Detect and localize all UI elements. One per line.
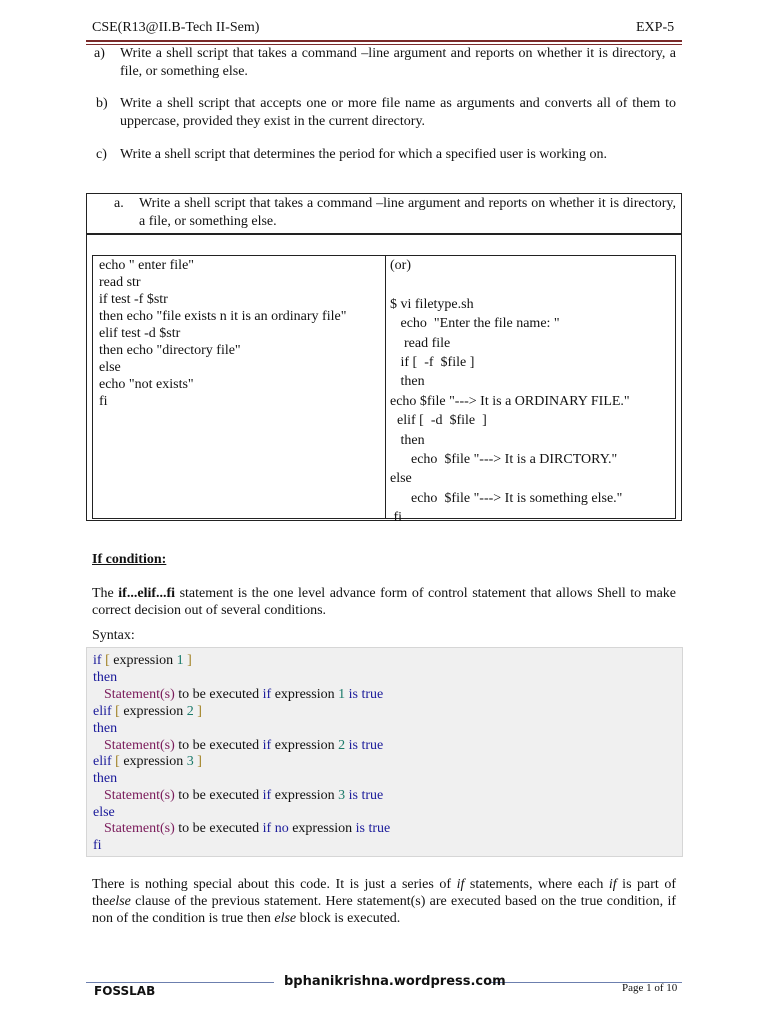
code-left: echo " enter file" read str if test -f $str then echo "file exists n it is an ordinary file" elif test -d $str then echo "directory file" else echo "not exists" fi	[99, 258, 347, 409]
question-a	[94, 45, 676, 81]
footer-site: bphanikrishna.wordpress.com	[284, 974, 506, 989]
question-text: Write a shell script that takes a command –line argument and reports on whether it is directory, a file, or something else.	[120, 46, 676, 79]
syntax-line: Statement(s) to be executed if expression 1 is true	[104, 687, 384, 702]
footer-page: Page 1 of 10	[622, 982, 678, 994]
question-label: a)	[94, 46, 105, 61]
section-heading: If condition:	[92, 552, 167, 567]
syntax-line: elif [ expression 2 ]	[93, 704, 202, 719]
syntax-line: Statement(s) to be executed if no expression is true	[104, 821, 391, 836]
code-table-divider	[385, 255, 386, 519]
question-c	[96, 146, 676, 164]
syntax-line: then	[93, 721, 118, 736]
syntax-line: Statement(s) to be executed if expression 3 is true	[104, 788, 384, 803]
question-label: c)	[96, 147, 107, 162]
footer-lab: FOSSLAB	[94, 984, 156, 998]
question-b	[96, 95, 676, 131]
syntax-line: elif [ expression 3 ]	[93, 754, 202, 769]
syntax-line: fi	[93, 838, 102, 853]
header-rule	[86, 40, 682, 42]
box-question-text: Write a shell script that takes a command –line argument and reports on whether it is directory, a file, or something else.	[139, 196, 676, 229]
syntax-line: else	[93, 805, 115, 820]
question-text: Write a shell script that accepts one or more file name as arguments and converts all of them to uppercase, provided they exist in the current directory.	[120, 96, 676, 129]
syntax-label: Syntax:	[92, 628, 135, 643]
header-experiment: EXP-5	[636, 20, 675, 35]
syntax-line: Statement(s) to be executed if expression 2 is true	[104, 738, 384, 753]
syntax-line: if [ expression 1 ]	[93, 653, 192, 668]
box-question-label: a.	[114, 196, 124, 211]
header-course: CSE(R13@II.B-Tech II-Sem)	[92, 20, 260, 35]
section-intro: The if...elif...fi statement is the one level advance form of control statement that allows Shell to make correct decision out of several conditions.	[92, 586, 677, 618]
syntax-line: then	[93, 670, 118, 685]
footer-rule	[86, 982, 274, 983]
question-label: b)	[96, 96, 108, 111]
code-right: (or) $ vi filetype.sh echo "Enter the file name: " read file if [ -f $file ] then echo $file "---> It is a ORDINARY FILE." elif [ -d $file ] then echo $file "---> It is a DIRCTORY." else echo $file "---> It is something else." fi	[390, 258, 630, 526]
question-text: Write a shell script that determines the period for which a specified user is working on.	[120, 147, 607, 162]
syntax-line: then	[93, 771, 118, 786]
box-question	[114, 195, 676, 231]
closing-paragraph: There is nothing special about this code. It is just a series of if statements, where each if is part of theelse clause of the previous statement. Here statement(s) are executed based on the true condition, if non of the condition is true then else block is executed.	[92, 877, 676, 926]
